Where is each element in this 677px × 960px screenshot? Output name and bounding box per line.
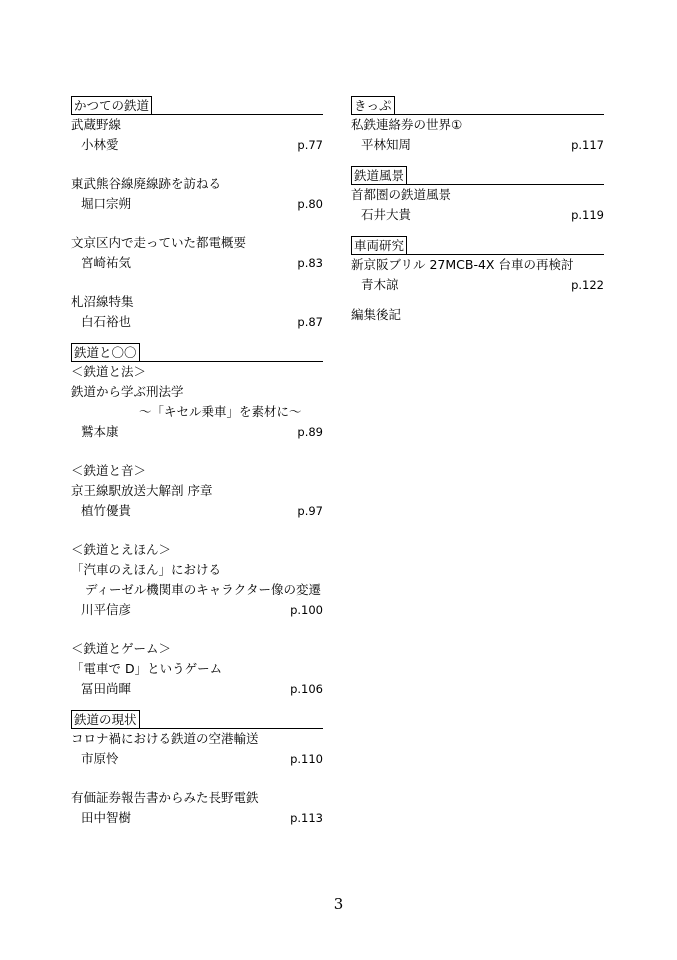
entry-author: 石井大貴 [361, 207, 412, 222]
entry-page: p.113 [290, 811, 323, 825]
entry-title: 京王線駅放送大解剖 序章 [71, 483, 213, 498]
entry-page: p.100 [290, 603, 323, 617]
section-heading [351, 165, 604, 185]
entry-author: 冨田尚暉 [81, 681, 132, 696]
entry-page: p.119 [571, 208, 604, 222]
entry-title: コロナ禍における鉄道の空港輸送 [71, 731, 259, 746]
entry-title: 札沼線特集 [71, 294, 134, 309]
entry-category: ＜鉄道と法＞ [71, 364, 147, 379]
section-heading [71, 342, 323, 362]
entry-author-row [351, 205, 604, 225]
entry-page: p.117 [571, 138, 604, 152]
toc-entry[interactable] [71, 788, 323, 828]
entry-author: 川平信彦 [81, 602, 132, 617]
section-title: かつての鉄道 [71, 96, 152, 115]
entry-title: 鉄道から学ぶ刑法学 [71, 384, 184, 399]
entry-page: p.110 [290, 752, 323, 766]
section-title: きっぷ [351, 96, 395, 115]
entry-author: 市原怜 [81, 751, 119, 766]
entry-author: 植竹優貴 [81, 503, 132, 518]
entry-author: 平林知周 [361, 137, 412, 152]
entry-page: p.77 [297, 138, 323, 152]
entry-category: ＜鉄道とゲーム＞ [71, 641, 172, 656]
toc-entry[interactable] [71, 174, 323, 214]
entry-page: p.83 [297, 256, 323, 270]
entry-author-row [71, 808, 323, 828]
entry-title: 武蔵野線 [71, 117, 122, 132]
entry-author: 堀口宗朔 [81, 196, 132, 211]
toc-entry[interactable] [71, 292, 323, 332]
entry-author-row [71, 679, 323, 699]
entry-page: p.80 [297, 197, 323, 211]
entry-title: 有価証券報告書からみた長野電鉄 [71, 790, 259, 805]
toc-entry[interactable] [71, 115, 323, 155]
entry-subtitle: 〜「キセル乗車」を素材に〜 [139, 404, 302, 419]
toc-entry[interactable] [71, 233, 323, 273]
entry-page: p.97 [297, 504, 323, 518]
toc-entry[interactable] [351, 115, 604, 155]
entry-author-row [71, 422, 323, 442]
entry-page: p.106 [290, 682, 323, 696]
entry-author: 白石裕也 [81, 314, 132, 329]
left-column [71, 95, 323, 828]
entry-author-row [71, 749, 323, 769]
toc-entry[interactable] [71, 461, 323, 521]
entry-author-row [71, 600, 323, 620]
entry-author: 青木諒 [361, 277, 399, 292]
entry-author-row [71, 253, 323, 273]
entry-subtitle: ディーゼル機関車のキャラクター像の変遷 [85, 582, 322, 597]
entry-title: 東武熊谷線廃線跡を訪ねる [71, 176, 222, 191]
entry-author: 宮崎祐気 [81, 255, 132, 270]
section-heading [351, 235, 604, 255]
entry-page: p.89 [297, 425, 323, 439]
entry-title: 「電車で D」というゲーム [71, 661, 223, 676]
entry-title: 首都圏の鉄道風景 [351, 187, 452, 202]
toc-entry[interactable] [71, 362, 323, 442]
entry-page: p.122 [571, 278, 604, 292]
entry-title: 文京区内で走っていた都電概要 [71, 235, 247, 250]
entry-category: ＜鉄道とえほん＞ [71, 542, 172, 557]
entry-author-row [71, 135, 323, 155]
entry-category: ＜鉄道と音＞ [71, 463, 147, 478]
right-column [351, 95, 604, 325]
entry-author: 鷲本康 [81, 424, 119, 439]
toc-entry[interactable] [71, 540, 323, 620]
toc-entry[interactable] [71, 729, 323, 769]
toc-entry[interactable] [351, 185, 604, 225]
entry-title: 「汽車のえほん」における [71, 562, 222, 577]
section-title: 鉄道の現状 [71, 710, 140, 729]
entry-author-row [351, 275, 604, 295]
entry-author-row [351, 135, 604, 155]
entry-page: p.87 [297, 315, 323, 329]
section-title: 鉄道風景 [351, 166, 407, 185]
section-heading [351, 95, 604, 115]
entry-author-row [71, 194, 323, 214]
afterword-entry[interactable]: 編集後記 [351, 307, 402, 322]
page-number: 3 [333, 895, 344, 913]
entry-author-row [71, 312, 323, 332]
entry-author: 田中智樹 [81, 810, 132, 825]
entry-title: 新京阪ブリル 27MCB-4X 台車の再検討 [351, 257, 574, 272]
section-heading [71, 709, 323, 729]
toc-entry[interactable] [351, 255, 604, 295]
section-heading [71, 95, 323, 115]
entry-author-row [71, 501, 323, 521]
section-title: 鉄道と〇〇 [71, 343, 140, 362]
entry-title: 私鉄連絡券の世界① [351, 117, 463, 132]
section-title: 車両研究 [351, 236, 407, 255]
toc-entry[interactable] [71, 639, 323, 699]
entry-author: 小林愛 [81, 137, 119, 152]
